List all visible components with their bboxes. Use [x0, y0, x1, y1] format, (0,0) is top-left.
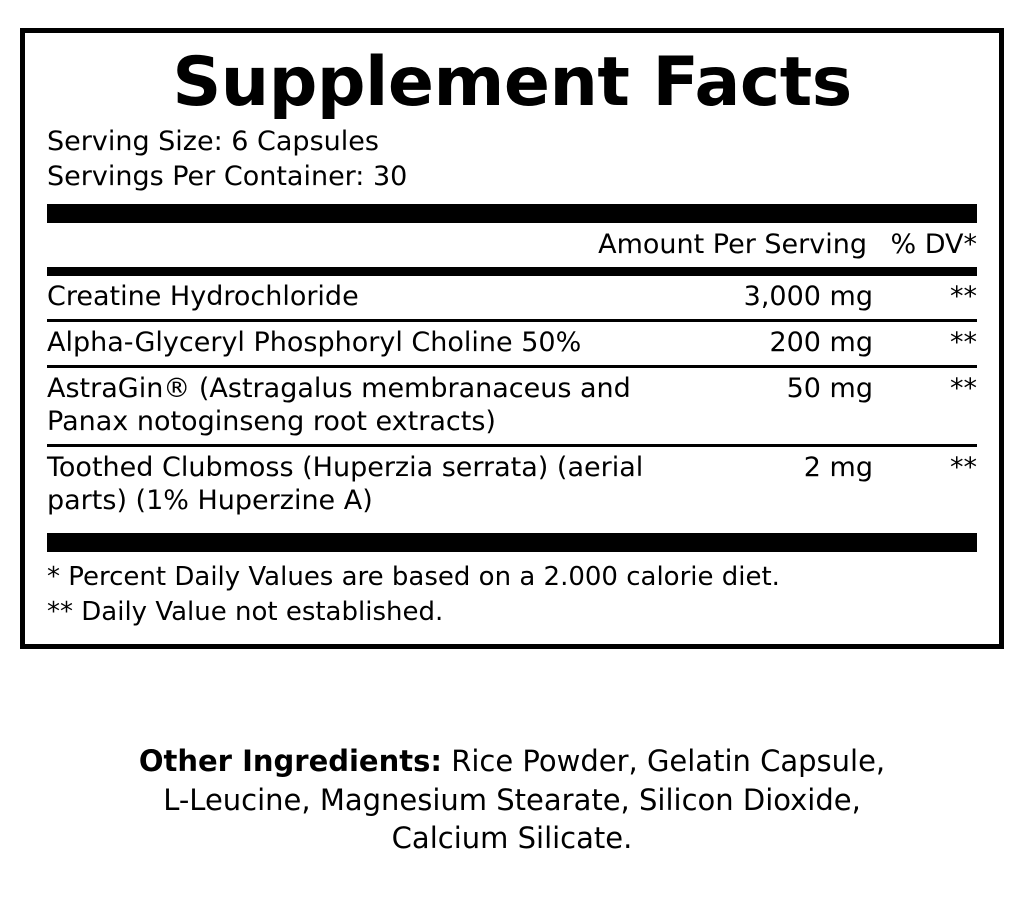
nutrient-dv: **: [873, 321, 977, 367]
other-ingredients-block: [20, 742, 1004, 858]
footnote-daily-values: * Percent Daily Values are based on a 2.000 calorie diet.: [47, 561, 780, 592]
nutrient-dv: **: [873, 367, 977, 446]
nutrient-dv: **: [950, 451, 977, 483]
divider-thick-bottom: [47, 533, 977, 552]
amount-per-serving-header: Amount Per Serving: [598, 229, 867, 261]
divider-thick-top: [47, 204, 977, 223]
nutrient-amount: 2 mg: [803, 451, 873, 483]
divider-medium: [47, 267, 977, 276]
percent-dv-header: % DV*: [890, 229, 977, 261]
nutrient-dv: **: [873, 276, 977, 320]
footnote-dv-not-established: ** Daily Value not established.: [47, 596, 444, 627]
table-row: [47, 445, 977, 522]
nutrient-amount: 200 mg: [683, 321, 873, 367]
nutrient-table: [47, 276, 977, 523]
footnotes: [47, 552, 977, 630]
servings-per-container-text: Servings Per Container: 30: [47, 160, 408, 192]
column-headers: [47, 223, 977, 267]
table-row: [47, 367, 977, 446]
other-ingredients-label: Other Ingredients:: [138, 744, 442, 778]
table-row: [47, 276, 977, 320]
other-ingredients-line-2: L-Leucine, Magnesium Stearate, Silicon Dioxide,: [163, 782, 861, 817]
nutrient-name: Creatine Hydrochloride: [47, 276, 683, 320]
nutrient-name: Toothed Clubmoss (Huperzia serrata) (aerial parts) (1% Huperzine A): [47, 451, 644, 516]
other-ingredients-line-1: [20, 742, 1004, 781]
other-ingredients-line-3: Calcium Silicate.: [391, 821, 633, 856]
serving-size-text: Serving Size: 6 Capsules: [47, 126, 379, 158]
nutrient-amount: 50 mg: [683, 367, 873, 446]
other-ingredients-text-1: Rice Powder, Gelatin Capsule,: [451, 744, 886, 778]
supplement-facts-panel: [20, 28, 1004, 649]
panel-title: Supplement Facts: [172, 43, 852, 122]
table-row: [47, 321, 977, 367]
nutrient-name: AstraGin® (Astragalus membranaceus and Panax notoginseng root extracts): [47, 367, 683, 446]
nutrient-amount: 3,000 mg: [683, 276, 873, 320]
nutrient-name: Alpha-Glyceryl Phosphoryl Choline 50%: [47, 321, 683, 367]
